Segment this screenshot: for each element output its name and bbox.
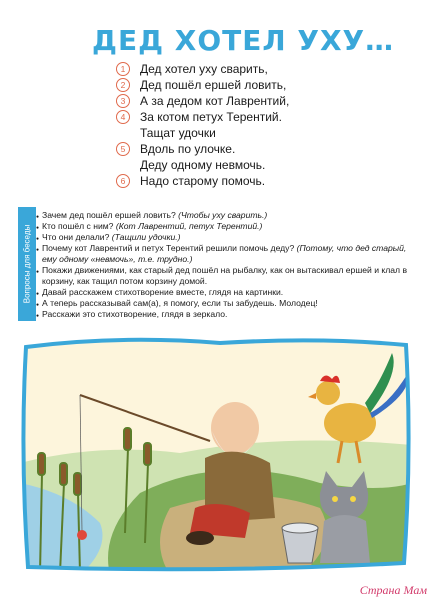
poem-line-text: За котом петух Терентий. [140,110,282,124]
line-number: 3 [116,94,130,108]
question-answer: (Чтобы уху сварить.) [178,210,268,220]
line-number: 4 [116,110,130,124]
question-item [42,287,422,298]
poem-line-text: Дед пошёл ершей ловить, [140,78,287,92]
question-text: Расскажи это стихотворение, глядя в зеркало. [42,309,228,319]
question-item [42,265,422,286]
page-title: ДЕД ХОТЕЛ УХУ… [92,24,395,57]
question-text: Зачем дед пошёл ершей ловить? [42,210,176,220]
question-item [42,243,422,264]
poem-line-text: Тащат удочки [140,126,216,140]
watermark: Страна Мам [359,583,427,597]
poem-line-text: Вдоль по улочке. [140,142,236,156]
question-text: Что они делали? [42,232,110,242]
question-answer: (Тащили удочки.) [111,232,181,242]
question-text: Почему кот Лаврентий и петух Терентий решили помочь деду? [42,243,295,253]
bucket [282,523,318,563]
question-text: А теперь рассказывай сам(а), я помогу, если ты забудешь. Молодец! [42,298,318,308]
question-item [42,210,422,221]
poem-line-text: А за дедом кот Лаврентий, [140,94,290,108]
question-answer: (Кот Лаврентий, петух Терентий.) [115,221,263,231]
question-answer: (Потому, что дед старый, ему одному «невмочь», т.е. трудно.) [42,243,407,264]
questions-tab [18,207,36,321]
question-item [42,309,422,320]
line-number: 5 [116,142,130,156]
poem-line-text: Деду одному невмочь. [140,158,266,172]
line-number: 2 [116,78,130,92]
question-text: Покажи движениями, как старый дед пошёл на рыбалку, как он вытаскивал ершей и клал в корзину, как тащил потом корзину домой. [42,265,408,286]
float [77,530,87,540]
question-item [42,221,422,232]
question-item [42,232,422,243]
fishing-illustration [20,333,412,575]
question-text: Давай расскажем стихотворение вместе, глядя на картинки. [42,287,284,297]
questions-tab-label: Вопросы для беседы [22,224,32,304]
line-number: 6 [116,174,130,188]
question-text: Кто пошёл с ним? [42,221,114,231]
poem-line-text: Дед хотел уху сварить, [140,62,268,76]
questions-block [18,207,424,321]
question-item [42,298,422,309]
line-number: 1 [116,62,130,76]
poem-line-text: Надо старому помочь. [140,174,266,188]
